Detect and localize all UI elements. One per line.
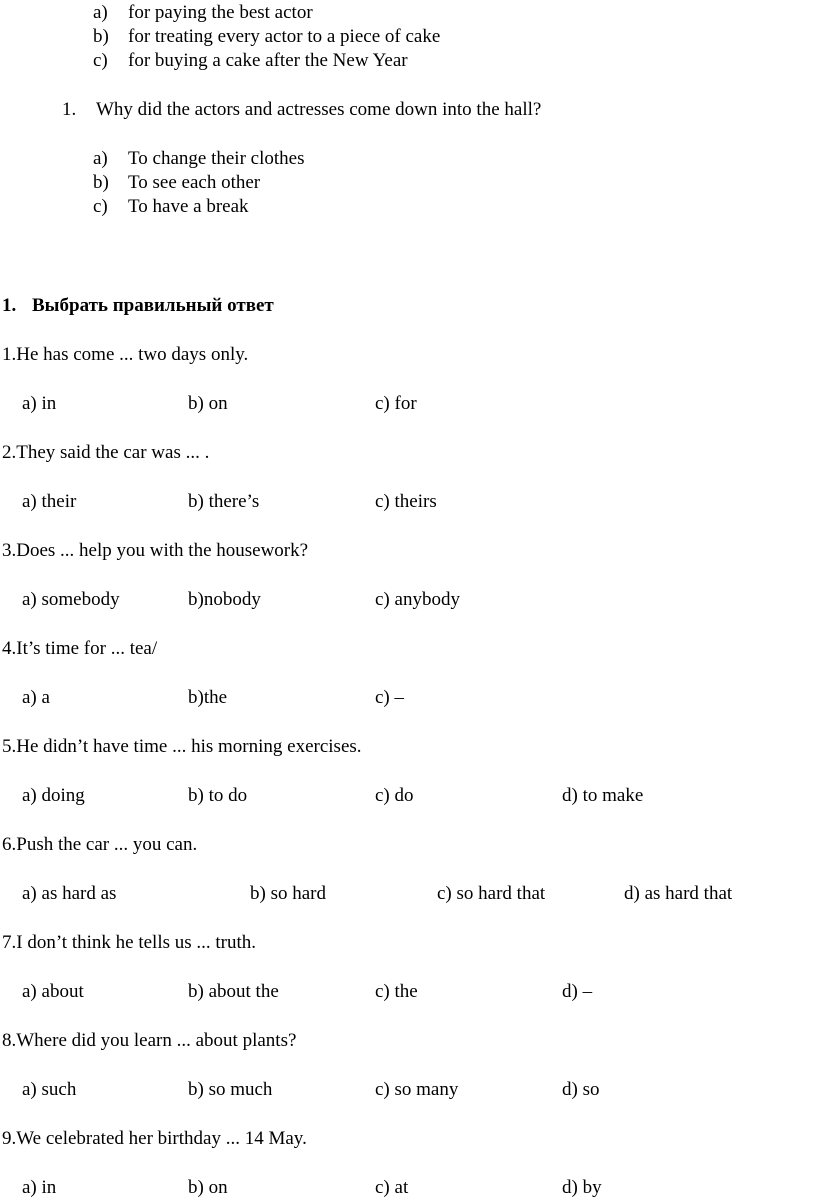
grammar-question-1: 1.He has come ... two days only. bbox=[2, 344, 249, 365]
option-text: To have a break bbox=[128, 196, 249, 217]
grammar-option: b) there’s bbox=[188, 491, 260, 512]
grammar-option: c) do bbox=[375, 785, 414, 806]
grammar-option: a) about bbox=[22, 981, 84, 1002]
option-letter: a) bbox=[93, 148, 108, 169]
grammar-option: b)nobody bbox=[188, 589, 261, 610]
section-number: 1. bbox=[2, 295, 17, 316]
grammar-option: c) the bbox=[375, 981, 418, 1002]
grammar-option: c) so many bbox=[375, 1079, 459, 1100]
grammar-option: b)the bbox=[188, 687, 228, 708]
option-text: for treating every actor to a piece of cake bbox=[128, 26, 441, 47]
grammar-option: a) their bbox=[22, 491, 77, 512]
top-option-c bbox=[93, 49, 408, 73]
grammar-question-4: 4.It’s time for ... tea/ bbox=[2, 638, 158, 659]
grammar-option: c) anybody bbox=[375, 589, 460, 610]
grammar-option: b) so hard bbox=[250, 883, 326, 904]
grammar-option: c) at bbox=[375, 1177, 409, 1198]
grammar-option: a) a bbox=[22, 687, 50, 708]
question-number: 1. bbox=[62, 99, 77, 120]
grammar-option: d) so bbox=[562, 1079, 600, 1100]
grammar-option: a) doing bbox=[22, 785, 85, 806]
grammar-option: c) theirs bbox=[375, 491, 437, 512]
grammar-option: b) so much bbox=[188, 1079, 273, 1100]
grammar-question-3: 3.Does ... help you with the housework? bbox=[2, 540, 309, 561]
option-text: for paying the best actor bbox=[128, 2, 313, 23]
top-option-b bbox=[93, 25, 441, 49]
grammar-option: c) for bbox=[375, 393, 417, 414]
question-option-a bbox=[93, 147, 305, 171]
grammar-question-9: 9.We celebrated her birthday ... 14 May. bbox=[2, 1128, 307, 1149]
section-heading bbox=[2, 294, 274, 318]
reading-question bbox=[62, 98, 542, 122]
option-letter: b) bbox=[93, 26, 109, 47]
grammar-option: b) to do bbox=[188, 785, 248, 806]
grammar-question-8: 8.Where did you learn ... about plants? bbox=[2, 1030, 297, 1051]
grammar-question-5: 5.He didn’t have time ... his morning exercises. bbox=[2, 736, 362, 757]
grammar-option: a) as hard as bbox=[22, 883, 117, 904]
option-letter: a) bbox=[93, 2, 108, 23]
grammar-option: c) – bbox=[375, 687, 405, 708]
grammar-option: d) by bbox=[562, 1177, 602, 1198]
grammar-question-6: 6.Push the car ... you can. bbox=[2, 834, 198, 855]
grammar-option: a) somebody bbox=[22, 589, 120, 610]
option-letter: c) bbox=[93, 50, 108, 71]
grammar-option: a) in bbox=[22, 1177, 57, 1198]
grammar-question-2: 2.They said the car was ... . bbox=[2, 442, 210, 463]
question-option-c bbox=[93, 195, 249, 219]
grammar-option: d) to make bbox=[562, 785, 644, 806]
grammar-option: b) on bbox=[188, 1177, 228, 1198]
question-option-b bbox=[93, 171, 261, 195]
option-letter: b) bbox=[93, 172, 109, 193]
option-text: To change their clothes bbox=[128, 148, 305, 169]
grammar-option: d) as hard that bbox=[624, 883, 733, 904]
question-text: Why did the actors and actresses come down into the hall? bbox=[96, 99, 542, 120]
grammar-option: b) on bbox=[188, 393, 228, 414]
grammar-option: d) – bbox=[562, 981, 593, 1002]
grammar-option: a) in bbox=[22, 393, 57, 414]
option-text: for buying a cake after the New Year bbox=[128, 50, 408, 71]
grammar-option: c) so hard that bbox=[437, 883, 546, 904]
grammar-option: b) about the bbox=[188, 981, 279, 1002]
grammar-option: a) such bbox=[22, 1079, 77, 1100]
section-title: Выбрать правильный ответ bbox=[32, 295, 274, 316]
grammar-question-7: 7.I don’t think he tells us ... truth. bbox=[2, 932, 257, 953]
option-letter: c) bbox=[93, 196, 108, 217]
option-text: To see each other bbox=[128, 172, 261, 193]
top-option-a bbox=[93, 1, 313, 25]
